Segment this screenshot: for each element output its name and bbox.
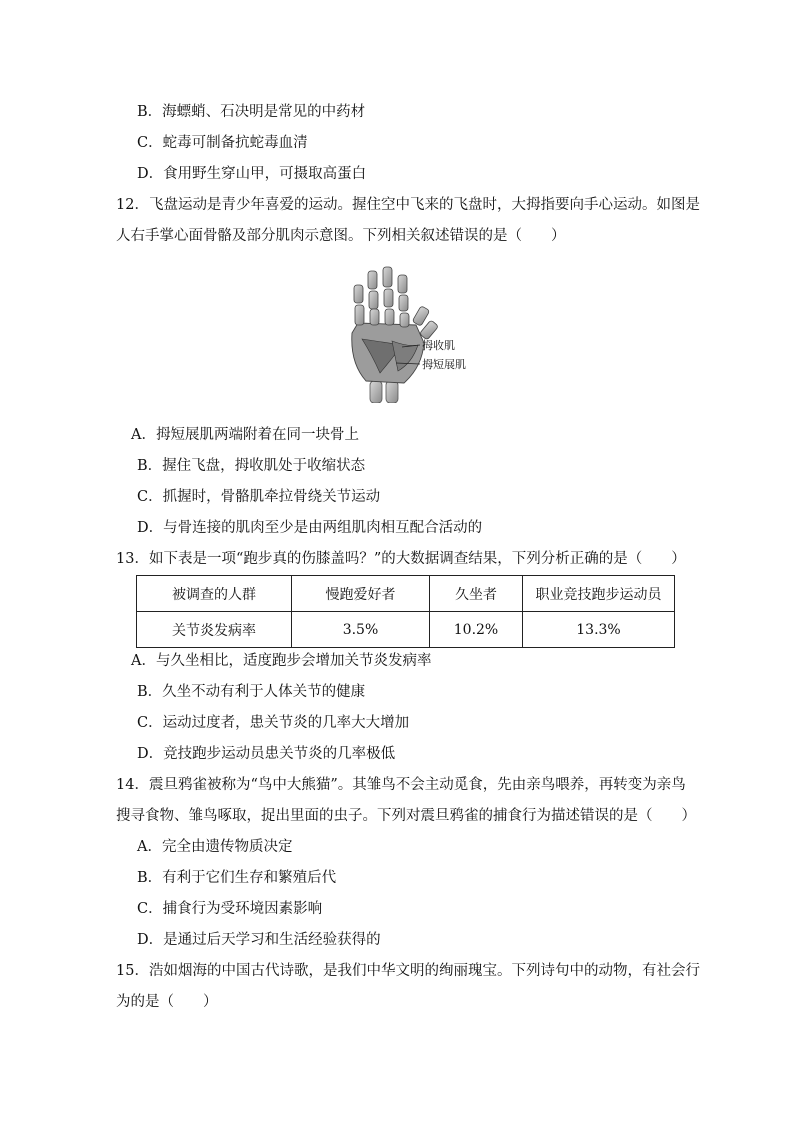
q13-option-a: A．与久坐相比，适度跑步会增加关节炎发病率 xyxy=(131,653,432,669)
table-cell: 13.3% xyxy=(523,612,675,648)
table-cell: 关节炎发病率 xyxy=(137,612,292,648)
label-adductor-pollicis: 拇收肌 xyxy=(422,339,455,352)
table-header-cell: 慢跑爱好者 xyxy=(292,576,430,612)
table-header-cell: 被调查的人群 xyxy=(137,576,292,612)
hand-skeleton-figure xyxy=(332,263,482,403)
q12-stem-line2: 人右手掌心面骨骼及部分肌肉示意图。下列相关叙述错误的是（ ） xyxy=(116,228,566,244)
q15-stem-line1: 15．浩如烟海的中国古代诗歌，是我们中华文明的绚丽瑰宝。下列诗句中的动物，有社会行 xyxy=(116,963,700,979)
q11-option-c: C．蛇毒可制备抗蛇毒血清 xyxy=(137,135,308,151)
table-row xyxy=(137,612,675,648)
q15-stem-line2: 为的是（ ） xyxy=(116,994,218,1010)
q13-option-d: D．竞技跑步运动员患关节炎的几率极低 xyxy=(137,746,396,762)
q13-option-c: C．运动过度者，患关节炎的几率大大增加 xyxy=(137,715,410,731)
q12-option-c: C．抓握时，骨骼肌牵拉骨绕关节运动 xyxy=(137,489,381,505)
q12-option-b: B．握住飞盘，拇收肌处于收缩状态 xyxy=(137,458,366,474)
q11-option-b: B．海螵蛸、石决明是常见的中药材 xyxy=(137,104,366,120)
q14-stem-line1: 14．震旦鸦雀被称为“鸟中大熊猫”。其雏鸟不会主动觅食，先由亲鸟喂养，再转变为亲鸟 xyxy=(116,777,686,793)
q14-stem-line2: 搜寻食物、雏鸟啄取，捉出里面的虫子。下列对震旦鸦雀的捕食行为描述错误的是（ ） xyxy=(116,808,696,824)
hand-skeleton-illustration xyxy=(332,263,482,403)
q13-option-b: B．久坐不动有利于人体关节的健康 xyxy=(137,684,366,700)
table-header-cell: 久坐者 xyxy=(430,576,523,612)
q14-option-b: B．有利于它们生存和繁殖后代 xyxy=(137,870,337,886)
q12-option-d: D．与骨连接的肌肉至少是由两组肌肉相互配合活动的 xyxy=(137,520,483,536)
table-header-row xyxy=(137,576,675,612)
table-cell: 3.5% xyxy=(292,612,430,648)
table-cell: 10.2% xyxy=(430,612,523,648)
q14-option-d: D．是通过后天学习和生活经验获得的 xyxy=(137,932,381,948)
survey-table xyxy=(136,575,675,648)
label-abductor-pollicis-brevis: 拇短展肌 xyxy=(422,358,466,371)
q12-option-a: A．拇短展肌两端附着在同一块骨上 xyxy=(131,427,359,443)
q13-stem: 13．如下表是一项“跑步真的伤膝盖吗？”的大数据调查结果，下列分析正确的是（ ） xyxy=(116,551,686,567)
q14-option-c: C．捕食行为受环境因素影响 xyxy=(137,901,323,917)
table-header-cell: 职业竞技跑步运动员 xyxy=(523,576,675,612)
q11-option-d: D．食用野生穿山甲，可摄取高蛋白 xyxy=(137,166,367,182)
q14-option-a: A．完全由遗传物质决定 xyxy=(137,839,293,855)
q12-stem-line1: 12．飞盘运动是青少年喜爱的运动。握住空中飞来的飞盘时，大拇指要向手心运动。如图是 xyxy=(116,197,700,213)
